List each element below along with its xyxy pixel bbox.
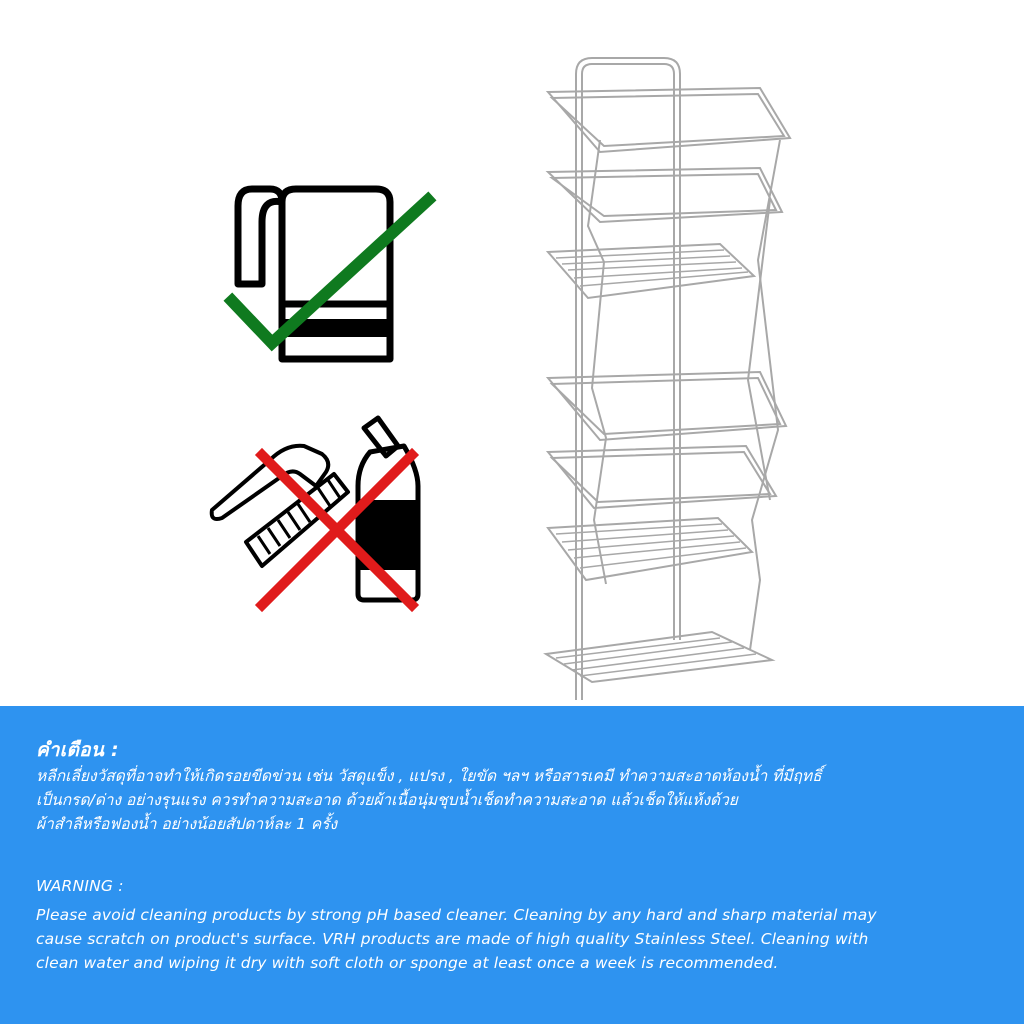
english-warning-text [36, 903, 996, 975]
english-warning-line: clean water and wiping it dry with soft cloth or sponge at least once a week is recommended. [36, 954, 779, 972]
warning-panel [0, 706, 1024, 1024]
english-warning-line: Please avoid cleaning products by strong pH based cleaner. Cleaning by any hard and sharp material may [36, 906, 877, 924]
thai-warning-text [36, 764, 986, 836]
thai-warning-heading: คำเตือน : [36, 739, 119, 761]
thai-warning-line: เป็นกรด/ด่าง อย่างรุนแรง ควรทำความสะอาด ด้วยผ้าเนื้อนุ่มชุบน้ำเช็ดทำความสะอาด แล้วเช็ดให้แห้งด้วย [36, 791, 738, 809]
english-warning-heading: WARNING : [36, 877, 124, 895]
thai-warning-line: ผ้าสำลีหรือฟองน้ำ อย่างน้อยสัปดาห์ละ 1 ครั้ง [36, 815, 338, 833]
english-warning-line: cause scratch on product's surface. VRH products are made of high quality Stainless Steel. Cleaning with [36, 930, 869, 948]
thai-warning-line: หลีกเลี่ยงวัสดุที่อาจทำให้เกิดรอยขีดข่วน เช่น วัสดุแข็ง , แปรง , ใยขัด ฯลฯ หรือสารเคมี ทำความสะอาดห้องน้ำ ที่มีฤทธิ์ [36, 767, 822, 785]
